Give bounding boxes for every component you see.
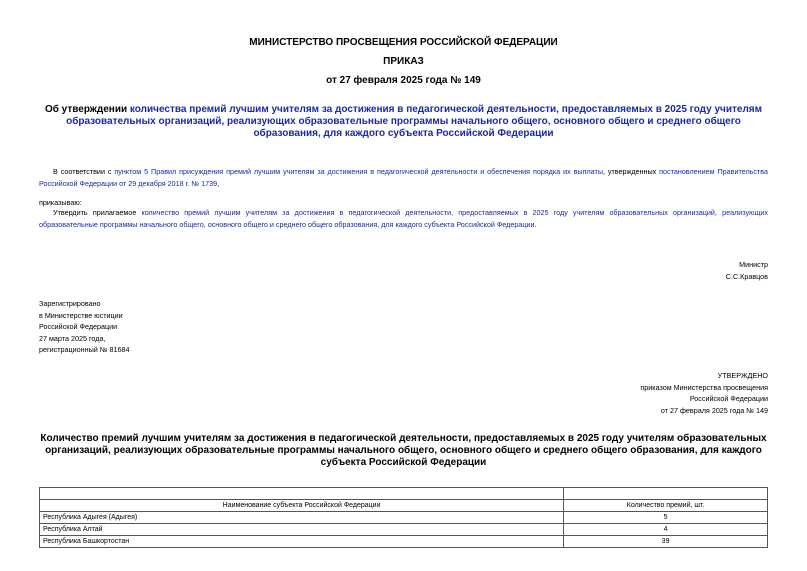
signature-position: Министр bbox=[739, 260, 768, 269]
region-cell: Республика Алтай bbox=[40, 524, 564, 536]
registration-line-2: в Министерстве юстиции bbox=[39, 310, 123, 320]
approved-line-4: от 27 февраля 2025 года № 149 bbox=[660, 405, 768, 415]
column-header-region: Наименование субъекта Российской Федерации bbox=[40, 500, 564, 512]
order-word: приказываю: bbox=[39, 198, 82, 207]
table-row bbox=[40, 512, 768, 524]
table-header-row bbox=[40, 500, 768, 512]
title-prefix: Об утверждении bbox=[44, 104, 130, 115]
document-date-number: от 27 февраля 2025 года № 149 bbox=[326, 75, 481, 86]
approved-block bbox=[640, 370, 768, 416]
preamble-text-2: , утвержденных bbox=[602, 167, 660, 176]
title-link[interactable]: количества премий лучшим учителям за достижения в педагогической деятельности, предоставляемых в 2025 году учителям образовательных организаций, реализующих образовательные программы начального общего, основного общего и среднего общего образования, для каждого субъекта Российской Федерации bbox=[66, 104, 763, 139]
signature-name: С.С.Кравцов bbox=[725, 271, 768, 281]
region-cell: Республика Адыгея (Адыгея) bbox=[40, 512, 564, 524]
approve-text-1: Утвердить прилагаемое bbox=[53, 208, 142, 217]
rules-point-5-link[interactable]: пунктом 5 Правил присуждения премий лучшим учителям за достижения в педагогической деятельности и обеспечения порядка их выплаты bbox=[114, 167, 603, 176]
annex-title: Количество премий лучшим учителям за достижения в педагогической деятельности, предоставляемых в 2025 году учителям образовательных организаций, реализующих образовательные программы начального общего, основного общего и среднего общего образования, для каждого субъекта Российской Федерации bbox=[40, 433, 767, 468]
registration-line-3: Российской Федерации bbox=[39, 322, 118, 331]
count-cell: 4 bbox=[564, 524, 768, 536]
registration-block bbox=[39, 298, 129, 356]
approved-line-2: приказом Министерства просвещения bbox=[640, 382, 768, 392]
preamble-text-1: В соответствии с bbox=[53, 167, 115, 176]
column-header-count: Количество премий, шт. bbox=[564, 500, 768, 512]
document-title bbox=[40, 104, 767, 140]
registration-line-1: Зарегистрировано bbox=[39, 299, 101, 308]
ministry-heading: МИНИСТЕРСТВО ПРОСВЕЩЕНИЯ РОССИЙСКОЙ ФЕДЕРАЦИИ bbox=[249, 37, 558, 48]
approved-line-3: Российской Федерации bbox=[689, 394, 768, 403]
approved-quantity-link[interactable]: количество премий лучшим учителям за достижения в педагогической деятельности, предоставляемых в 2025 году учителям образовательных организаций, реализующих образовательные программы начального общего, основного общего и среднего общего образования, для каждого субъекта Российской Федерации bbox=[39, 208, 768, 229]
preamble-paragraph bbox=[39, 166, 768, 189]
table-row bbox=[40, 524, 768, 536]
approve-text-2: . bbox=[534, 219, 537, 229]
table-spacer-cell bbox=[40, 488, 564, 500]
count-cell: 5 bbox=[564, 512, 768, 524]
regions-table bbox=[39, 487, 768, 548]
document-type: ПРИКАЗ bbox=[383, 56, 424, 67]
table-row bbox=[40, 536, 768, 548]
signature-block bbox=[726, 259, 768, 282]
table-spacer-cell bbox=[564, 488, 768, 500]
region-cell: Республика Башкортостан bbox=[40, 536, 564, 548]
table-spacer-row bbox=[40, 488, 768, 500]
approve-paragraph bbox=[39, 207, 768, 230]
government-decree-link[interactable]: постановлением Правительства Российской Федерации от 29 декабря 2018 г. № 1739 bbox=[39, 167, 769, 188]
preamble-text-3: , bbox=[217, 178, 220, 188]
count-cell: 39 bbox=[564, 536, 768, 548]
approved-line-1: УТВЕРЖДЕНО bbox=[717, 371, 768, 380]
registration-line-5: регистрационный № 81684 bbox=[39, 345, 130, 354]
registration-line-4: 27 марта 2025 года, bbox=[39, 333, 106, 343]
